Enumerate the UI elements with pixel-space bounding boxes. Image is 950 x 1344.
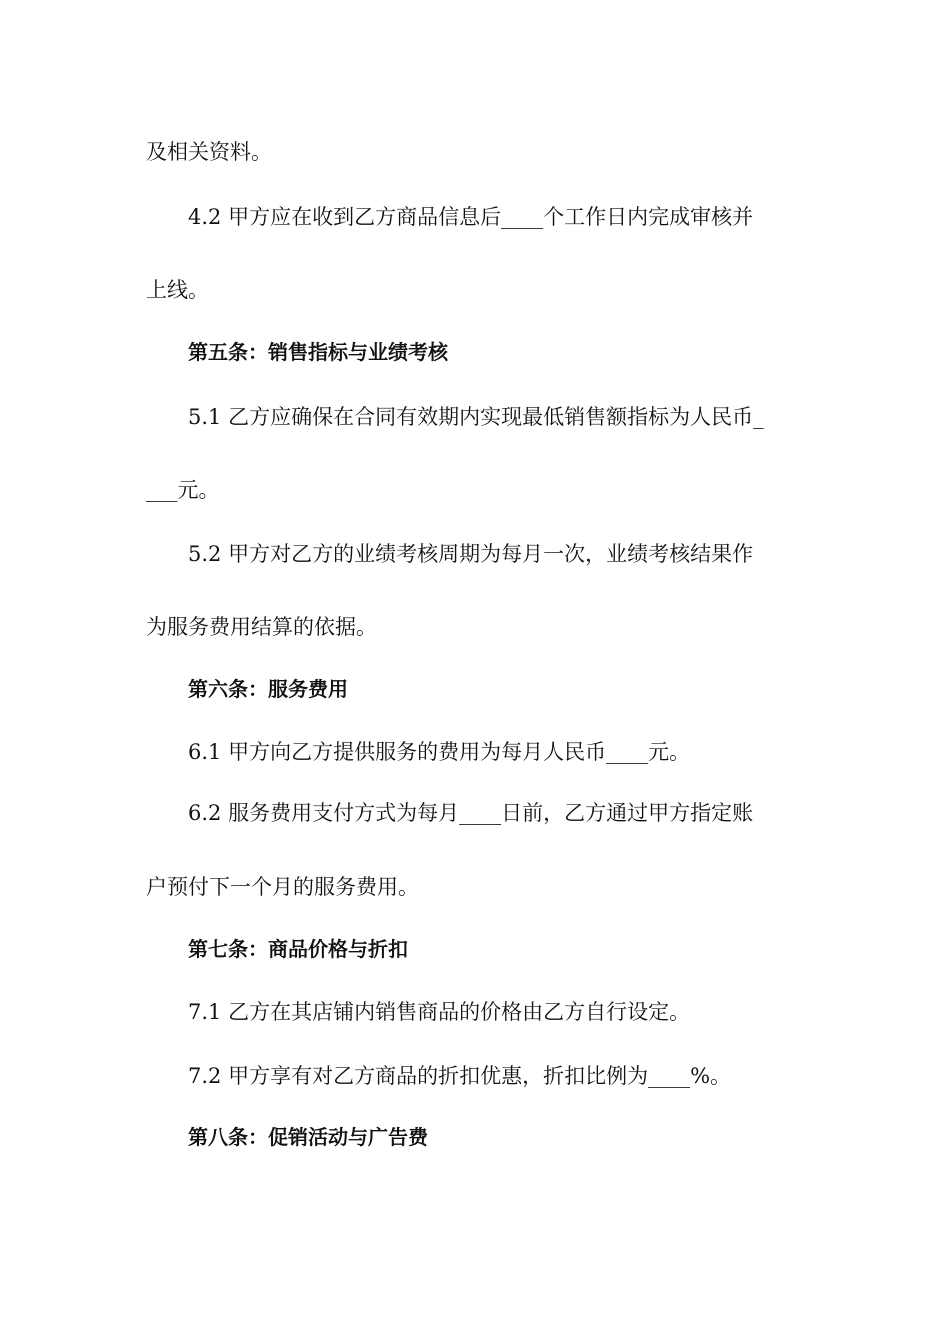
section-heading-8: 第八条：促销活动与广告费 bbox=[188, 1125, 428, 1149]
clause-7-1: 7.1 乙方在其店铺内销售商品的价格由乙方自行设定。 bbox=[188, 1000, 691, 1024]
clause-6-1: 6.1 甲方向乙方提供服务的费用为每月人民币____元。 bbox=[188, 740, 691, 764]
paragraph-continuation: 及相关资料。 bbox=[146, 140, 272, 164]
clause-6-2: 6.2 服务费用支付方式为每月____日前，乙方通过甲方指定账 bbox=[188, 801, 754, 825]
clause-5-1: 5.1 乙方应确保在合同有效期内实现最低销售额指标为人民币_ bbox=[188, 405, 764, 429]
clause-6-2-continuation: 户预付下一个月的服务费用。 bbox=[146, 875, 419, 899]
clause-4-2: 4.2 甲方应在收到乙方商品信息后____个工作日内完成审核并 bbox=[188, 205, 754, 229]
section-heading-6: 第六条：服务费用 bbox=[188, 677, 348, 701]
clause-5-2: 5.2 甲方对乙方的业绩考核周期为每月一次，业绩考核结果作 bbox=[188, 542, 754, 566]
clause-7-2: 7.2 甲方享有对乙方商品的折扣优惠，折扣比例为____%。 bbox=[188, 1064, 732, 1088]
section-heading-5: 第五条：销售指标与业绩考核 bbox=[188, 340, 448, 364]
section-heading-7: 第七条：商品价格与折扣 bbox=[188, 937, 408, 961]
clause-5-1-continuation: ___元。 bbox=[146, 478, 220, 502]
clause-4-2-continuation: 上线。 bbox=[146, 278, 209, 302]
clause-5-2-continuation: 为服务费用结算的依据。 bbox=[146, 615, 377, 639]
